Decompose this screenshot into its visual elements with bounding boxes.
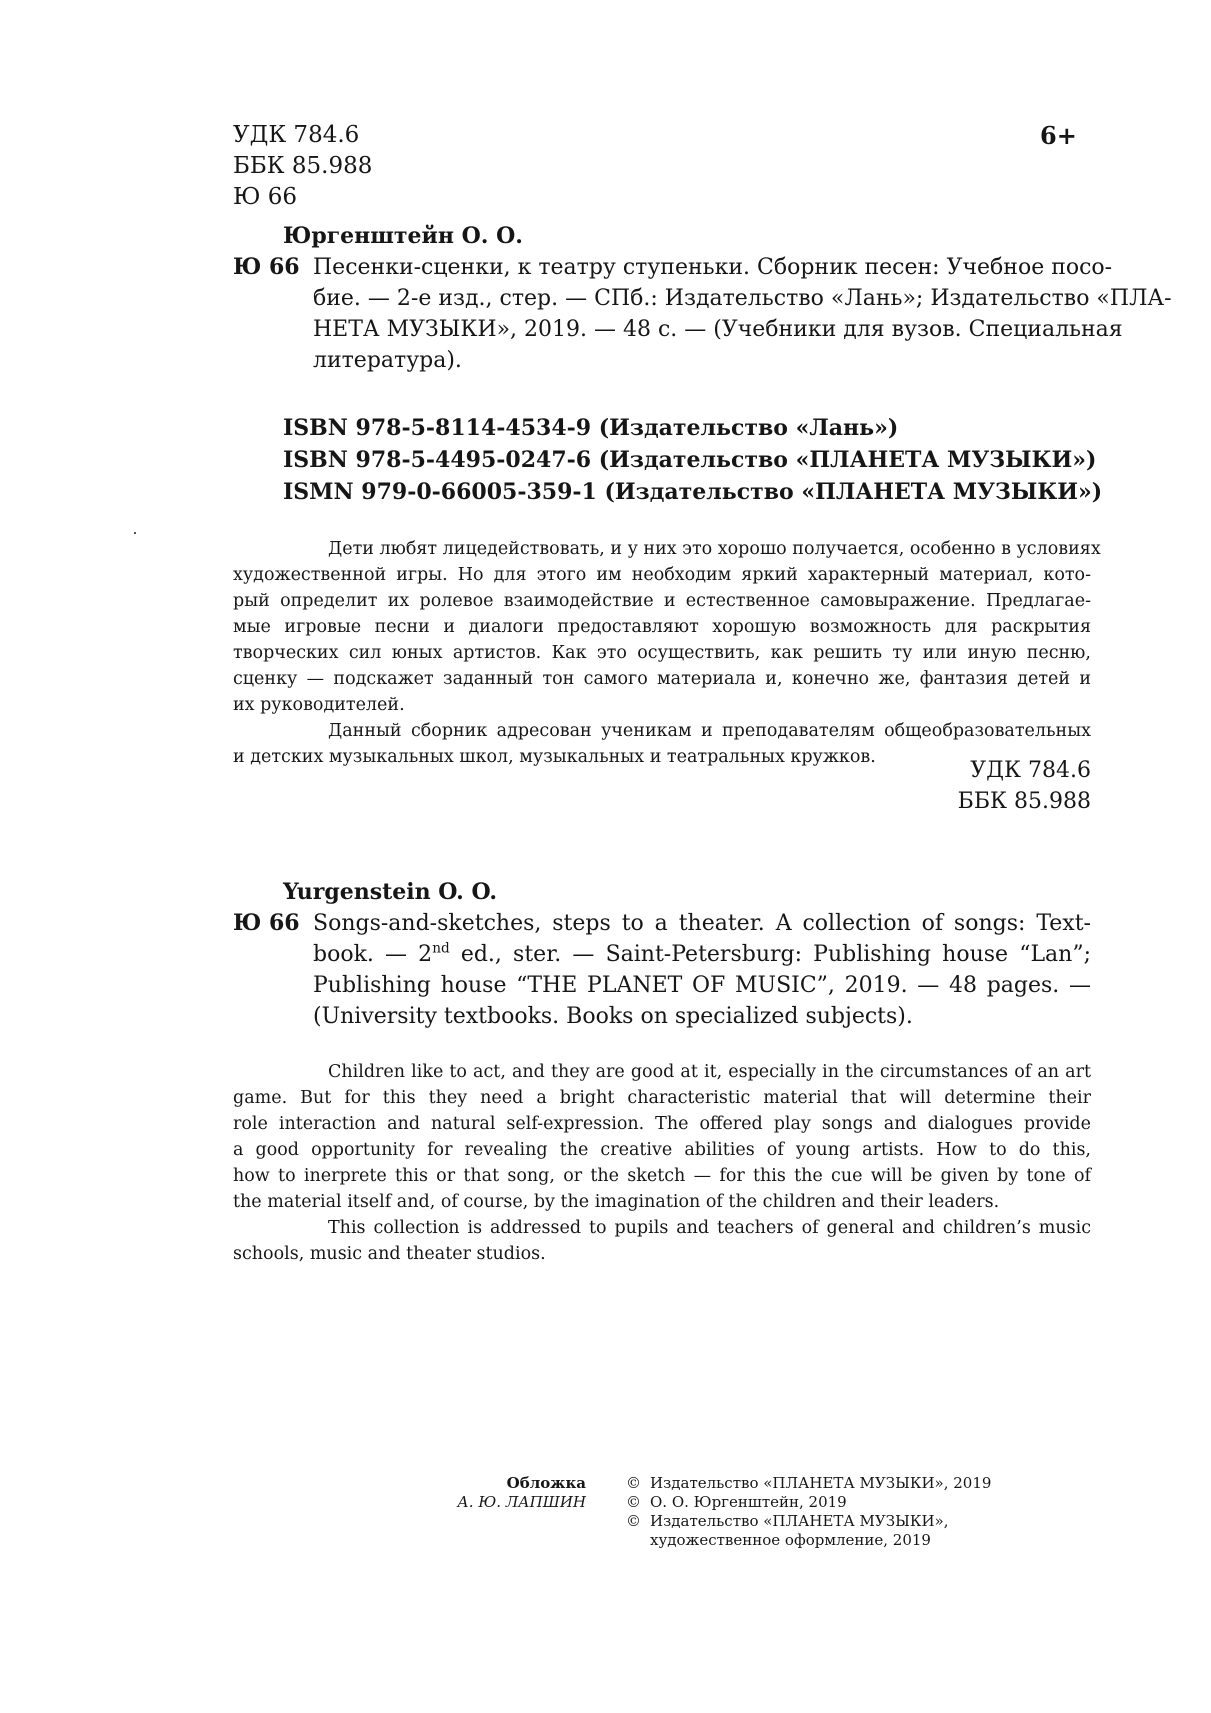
ordinal-suffix: nd bbox=[432, 940, 450, 957]
top-classification bbox=[233, 120, 372, 213]
en-entry-code: Ю 66 bbox=[233, 910, 300, 936]
abstract-line: художественной игры. Но для этого им необходим яркий характерный материал, кото- bbox=[233, 565, 1091, 585]
ru-entry-code: Ю 66 bbox=[233, 254, 300, 280]
isbn-planet: ISBN 978-5-4495-0247-6 (Издательство «ПЛАНЕТА МУЗЫКИ») bbox=[283, 447, 1097, 473]
copyright-row bbox=[626, 1493, 991, 1512]
abstract-line: Данный сборник адресован ученикам и преподавателям общеобразовательных bbox=[328, 721, 1091, 741]
en-entry-line: (University textbooks. Books on specialized subjects). bbox=[313, 1004, 913, 1029]
ru-entry-line: бие. — 2-е изд., стер. — СПб.: Издательство «Лань»; Издательство «ПЛА- bbox=[313, 286, 1172, 311]
cover-label: Обложка bbox=[506, 1474, 586, 1492]
abstract-line: role interaction and natural self-expression. The offered play songs and dialogues provide bbox=[233, 1114, 1091, 1134]
identifier-block bbox=[283, 412, 1102, 508]
cover-credit bbox=[457, 1474, 586, 1512]
en-abstract bbox=[233, 1059, 1091, 1267]
abstract-line: how to inerprete this or that song, or the sketch — for this the cue will be given by tone of bbox=[233, 1166, 1091, 1186]
udk-code: УДК 784.6 bbox=[233, 122, 360, 148]
isbn-lan: ISBN 978-5-8114-4534-9 (Издательство «Лань») bbox=[283, 415, 899, 441]
cover-artist: А. Ю. ЛАПШИН bbox=[457, 1493, 586, 1511]
abstract-line: a good opportunity for revealing the creative abilities of young artists. How to do this, bbox=[233, 1140, 1091, 1160]
copyright-block bbox=[626, 1474, 991, 1550]
copyright-text: О. О. Юргенштейн, 2019 bbox=[650, 1493, 847, 1511]
abstract-line: This collection is addressed to pupils and teachers of general and children’s music bbox=[328, 1218, 1091, 1238]
ismn-planet: ISMN 979-0-66005-359-1 (Издательство «ПЛАНЕТА МУЗЫКИ») bbox=[283, 479, 1103, 505]
ru-entry-description bbox=[233, 252, 1172, 376]
copyright-icon: © bbox=[626, 1493, 641, 1511]
abstract-line: game. But for this they need a bright characteristic material that will determine their bbox=[233, 1088, 1091, 1108]
abstract-line: the material itself and, of course, by the imagination of the children and their leaders. bbox=[233, 1192, 1000, 1212]
author-mark: Ю 66 bbox=[233, 184, 298, 210]
scan-speck bbox=[134, 532, 136, 534]
abstract-line: и детских музыкальных школ, музыкальных и театральных кружков. bbox=[233, 747, 876, 767]
abstract-line: мые игровые песни и диалоги предоставляют хорошую возможность для раскрытия bbox=[233, 617, 1091, 637]
ru-author: Юргенштейн О. О. bbox=[283, 223, 523, 249]
udk-code-bottom: УДК 784.6 bbox=[970, 758, 1091, 783]
abstract-line: их руководителей. bbox=[233, 695, 405, 715]
copyright-row bbox=[626, 1512, 991, 1550]
abstract-line: творческих сил юных артистов. Как это осуществить, как решить ту или иную песню, bbox=[233, 643, 1091, 663]
copyright-text: художественное оформление, 2019 bbox=[650, 1531, 931, 1549]
abstract-line: рый определит их ролевое взаимодействие и естественное самовыражение. Предлагае- bbox=[233, 591, 1091, 611]
ru-abstract bbox=[233, 536, 1101, 770]
abstract-line: Children like to act, and they are good at it, especially in the circumstances of an art bbox=[328, 1062, 1091, 1082]
ru-entry-line: НЕТА МУЗЫКИ», 2019. — 48 с. — (Учебники для вузов. Специальная bbox=[313, 317, 1123, 342]
en-bibliographic-entry bbox=[233, 877, 1091, 1032]
bbk-code: ББК 85.988 bbox=[233, 153, 373, 179]
copyright-icon: © bbox=[626, 1474, 641, 1492]
copyright-icon: © bbox=[626, 1512, 641, 1530]
en-entry-line: Publishing house “THE PLANET OF MUSIC”, 2019. — 48 pages. — bbox=[313, 973, 1091, 998]
ru-entry-line: Песенки-сценки, к театру ступеньки. Сборник песен: Учебное посо- bbox=[313, 255, 1113, 280]
en-entry-line: Songs-and-sketches, steps to a theater. A collection of songs: Text- bbox=[313, 911, 1091, 936]
copyright-text: Издательство «ПЛАНЕТА МУЗЫКИ», bbox=[650, 1512, 949, 1530]
ru-entry-body bbox=[233, 252, 1172, 376]
ru-entry-line: литература). bbox=[313, 348, 462, 373]
age-rating: 6+ bbox=[1040, 121, 1077, 150]
en-entry-description bbox=[233, 908, 1091, 1032]
en-entry-line bbox=[313, 939, 1091, 970]
en-entry-body bbox=[233, 908, 1091, 1032]
ru-bibliographic-entry bbox=[233, 221, 1172, 376]
en-line2-post: ed., ster. — Saint-Petersburg: Publishing house “Lan”; bbox=[449, 942, 1091, 967]
en-line2-pre: book. — 2 bbox=[313, 942, 433, 967]
copyright-row bbox=[626, 1474, 991, 1493]
abstract-line: Дети любят лицедействовать, и у них это хорошо получается, особенно в условиях bbox=[328, 539, 1101, 559]
bottom-classification bbox=[958, 755, 1091, 817]
en-author: Yurgenstein O. O. bbox=[283, 879, 498, 905]
bbk-code-bottom: ББК 85.988 bbox=[957, 789, 1091, 814]
abstract-line: schools, music and theater studios. bbox=[233, 1244, 546, 1264]
copyright-text: Издательство «ПЛАНЕТА МУЗЫКИ», 2019 bbox=[650, 1474, 992, 1492]
abstract-line: сценку — подскажет заданный тон самого материала и, конечно же, фантазия детей и bbox=[233, 669, 1091, 689]
